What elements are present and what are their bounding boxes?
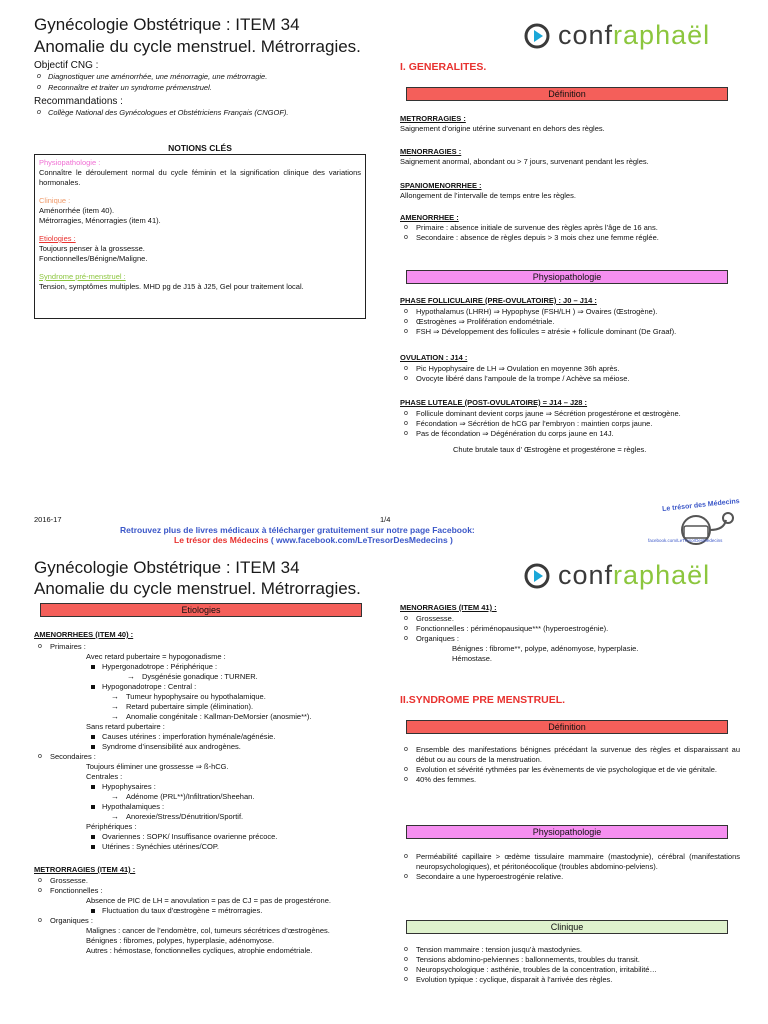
list-item: Hypergonadotrope : Périphérique : (86, 662, 374, 672)
list-item: o Pic Hypophysaire de LH ⇒ Ovulation en moyenne 36h après. (400, 364, 750, 374)
spm-definition-list (400, 745, 740, 785)
list-item: o Reconnaître et traiter un syndrome prémenstruel. (34, 83, 374, 94)
spaniomenorrhee-text: Allongement de l’intervalle de temps entre les règles. (400, 191, 576, 200)
list-item: o FSH ⇒ Développement des follicules = atrésie + follicule dominant (De Graaf). (400, 327, 750, 337)
phase-luteale-tail: Chute brutale taux d’ Œstrogène et progestérone = règles. (453, 445, 647, 454)
list-item: Hémostase. (452, 654, 493, 663)
clinique-label: Clinique : (39, 196, 71, 205)
list-item: o Collège National des Gynécologues et Obstétriciens Français (CNGOF). (34, 108, 374, 119)
definition-band: Définition (406, 87, 728, 101)
metrorragies-text: Saignement d’origine utérine survenant en dehors des règles. (400, 124, 605, 133)
list-item: o Œstrogènes ⇒ Prolifération endométriale. (400, 317, 750, 327)
list-item: Avec retard pubertaire = hypogonadisme : (86, 652, 226, 661)
menorragies-list (400, 614, 740, 664)
list-item: o Ensemble des manifestations bénignes précédant la survenue des règles et disparaissant au début ou au cours de la menstruation. (400, 745, 740, 765)
list-item: Hypothalamiques : (86, 802, 374, 812)
list-item: Hypophysaires : (86, 782, 374, 792)
footer-page-number: 1/4 (380, 515, 391, 524)
list-item: o Grossesse. (400, 614, 740, 624)
amenorrhees-heading: AMENORRHEES (ITEM 40) : (34, 630, 134, 639)
list-item: o Perméabilité capillaire > œdème tissulaire mammaire (mastodynie), cérébral (manifestations neuropsychologiques), et péritonéocolique (troubles abdomino-pelviens). (400, 852, 740, 872)
list-item: o Follicule dominant devient corps jaune ⇒ Sécrétion progestérone et œstrogène. (400, 409, 760, 419)
phase-folliculaire-heading: PHASE FOLLICULAIRE (PRE-OVULATOIRE) : J0 – J14 : (400, 296, 597, 305)
logo-text-conf: conf (558, 560, 614, 590)
amenorrhee-heading: AMENORRHEE : (400, 213, 459, 222)
list-item: o Secondaire a une hyperoestrogénie relative. (400, 872, 740, 882)
spm-title: II.SYNDROME PRE MENSTRUEL. (400, 694, 566, 706)
amenorrhees-list (34, 642, 374, 852)
list-item: o Ovocyte libéré dans l’ampoule de la trompe / Achève sa méiose. (400, 374, 750, 384)
clinique-line-2: Métrorragies, Ménorragies (item 41). (39, 216, 161, 225)
list-item: → Retard pubertaire simple (élimination). (110, 702, 374, 712)
physiopathologie-band: Physiopathologie (406, 270, 728, 284)
list-item: o Evolution typique : cyclique, disparait à l’arrivée des règles. (400, 975, 740, 985)
list-item: Bénignes : fibrome**, polype, adénomyose, hyperplasie. (452, 644, 639, 653)
list-item: → Adénome (PRL**)/Infiltration/Sheehan. (110, 792, 374, 802)
list-item: Causes utérines : imperforation hyménale/agénésie. (86, 732, 374, 742)
confraphael-logo (524, 20, 710, 51)
phase-folliculaire-list (400, 307, 750, 337)
spm-label: Syndrome pré-menstruel : (39, 272, 126, 281)
list-item: → Anomalie congénitale : Kallman-DeMorsier (anosmie**). (110, 712, 374, 722)
list-item: o Fécondation ⇒ Sécrétion de hCG par l’embryon : maintien corps jaune. (400, 419, 760, 429)
list-item: o Tension mammaire : tension jusqu’à mastodynies. (400, 945, 740, 955)
page-title-line-2: Anomalie du cycle menstruel. Métrorragies. (34, 579, 361, 598)
page-title-line-1: Gynécologie Obstétrique : ITEM 34 (34, 15, 300, 34)
footer-year: 2016-17 (34, 515, 62, 524)
spm-text: Tension, symptômes multiples. MHD pg de J15 à J25, Gel pour traitement local. (39, 282, 304, 291)
list-item: Utérines : Synéchies utérines/COP. (86, 842, 374, 852)
list-item: o 40% des femmes. (400, 775, 740, 785)
list-item: → Anorexie/Stress/Dénutrition/Sportif. (110, 812, 374, 822)
menorragies-item-heading: MENORRAGIES (ITEM 41) : (400, 603, 497, 612)
menorragies-heading: MENORRAGIES : (400, 147, 462, 156)
confraphael-logo (524, 560, 710, 591)
page-title-line-1: Gynécologie Obstétrique : ITEM 34 (34, 558, 300, 577)
generalites-title: I. GENERALITES. (400, 61, 487, 73)
list-item: o Secondaire : absence de règles depuis > 3 mois chez une femme réglée. (400, 233, 740, 243)
play-icon (524, 23, 550, 49)
list-item: → Dysgénésie gonadique : TURNER. (126, 672, 374, 682)
play-icon (524, 563, 550, 589)
list-item: Ovariennes : SOPK/ Insuffisance ovarienne précoce. (86, 832, 374, 842)
badge-title: Le trésor des Médecins (661, 497, 740, 514)
list-item: o Secondaires : (34, 752, 374, 762)
list-item: o Grossesse. (34, 876, 374, 886)
physio-text: Connaître le déroulement normal du cycle féminin et la signification clinique des variations hormonales. (39, 168, 361, 187)
list-item: Autres : hémostase, fonctionnelles cycliques, atrophie endométriale. (86, 946, 313, 955)
metrorragies-list (34, 876, 374, 956)
tresor-name: Le trésor des Médecins (174, 535, 269, 545)
logo-text-raphael: raphaël (613, 20, 711, 50)
physio-label: Physiopathologie : (39, 158, 101, 167)
spm-physiopathologie-list (400, 852, 740, 882)
etiologies-line-2: Fonctionnelles/Bénigne/Maligne. (39, 254, 148, 263)
spaniomenorrhee-heading: SPANIOMENORRHEE : (400, 181, 482, 190)
list-item: o Evolution et sévérité rythmées par les évènements de vie psychologique et de vie génitale. (400, 765, 740, 775)
notions-box (34, 154, 366, 319)
etiologies-band: Etiologies (40, 603, 362, 617)
list-item: o Diagnostiquer une aménorrhée, une ménorragie, une métrorragie. (34, 72, 374, 83)
list-item: o Fonctionnelles : périménopausique*** (hyperoestrogénie). (400, 624, 740, 634)
spm-clinique-band: Clinique (406, 920, 728, 934)
ovulation-heading: OVULATION : J14 : (400, 353, 468, 362)
list-item: → Tumeur hypophysaire ou hypothalamique. (110, 692, 374, 702)
spm-clinique-list (400, 945, 740, 985)
list-item: o Neuropsychologique : asthénie, troubles de la concentration, irritabilité… (400, 965, 740, 975)
etiologies-line-1: Toujours penser à la grossesse. (39, 244, 145, 253)
list-item: o Hypothalamus (LHRH) ⇒ Hypophyse (FSH/LH ) ⇒ Ovaires (Œstrogène). (400, 307, 750, 317)
logo-text-raphael: raphaël (613, 560, 711, 590)
list-item: Bénignes : fibromes, polypes, hyperplasie, adénomyose. (86, 936, 275, 945)
phase-luteale-heading: PHASE LUTEALE (POST-OVULATOIRE) = J14 – J28 : (400, 398, 588, 407)
list-item: Absence de PIC de LH = anovulation = pas de CJ = pas de progestérone. (86, 896, 331, 905)
list-item: o Fonctionnelles : (34, 886, 374, 896)
clinique-line-1: Aménorrhée (item 40). (39, 206, 115, 215)
etiologies-label: Etiologies : (39, 234, 76, 243)
list-item: Syndrome d’insensibilité aux androgènes. (86, 742, 374, 752)
list-item: o Tensions abdomino-pelviennes : ballonnements, troubles du transit. (400, 955, 740, 965)
list-item: o Primaire : absence initiale de survenue des règles après l’âge de 16 ans. (400, 223, 740, 233)
logo-text-conf: conf (558, 20, 614, 50)
facebook-url[interactable]: ( www.facebook.com/LeTresorDesMedecins ) (268, 535, 453, 545)
list-item: Sans retard pubertaire : (86, 722, 165, 731)
recommandations-list (34, 108, 374, 119)
objectif-list (34, 72, 374, 93)
metrorragies-heading: METRORRAGIES : (400, 114, 466, 123)
list-item: Malignes : cancer de l’endomètre, col, tumeurs sécrétrices d’œstrogènes. (86, 926, 330, 935)
list-item: o Organiques : (34, 916, 374, 926)
badge-url: facebook.com/LeTresorDesMedecins (648, 538, 723, 543)
phase-luteale-list (400, 409, 760, 439)
amenorrhee-list (400, 223, 740, 243)
objectif-label: Objectif CNG : (34, 60, 99, 71)
list-item: Centrales : (86, 772, 123, 781)
list-item: Périphériques : (86, 822, 137, 831)
page-title-line-2: Anomalie du cycle menstruel. Métrorragies. (34, 37, 361, 56)
list-item: Toujours éliminer une grossesse ⇒ ß-hCG. (86, 762, 229, 771)
facebook-promo-line-1: Retrouvez plus de livres médicaux à télécharger gratuitement sur notre page Facebook: (120, 525, 475, 535)
ovulation-list (400, 364, 750, 384)
page-2 (0, 512, 768, 1024)
list-item: o Pas de fécondation ⇒ Dégénération du corps jaune en 14J. (400, 429, 760, 439)
list-item: Hypogonadotrope : Central : (86, 682, 374, 692)
list-item: o Primaires : (34, 642, 374, 652)
recommandations-label: Recommandations : (34, 96, 123, 107)
menorragies-text: Saignement anormal, abondant ou > 7 jours, survenant pendant les règles. (400, 157, 649, 166)
list-item: Fluctuation du taux d’œstrogène = métrorragies. (86, 906, 374, 916)
spm-physiopathologie-band: Physiopathologie (406, 825, 728, 839)
metrorragies-item-heading: METRORRAGIES (ITEM 41) : (34, 865, 136, 874)
notions-title: NOTIONS CLÉS (168, 143, 232, 153)
spm-definition-band: Définition (406, 720, 728, 734)
list-item: o Organiques : (400, 634, 740, 644)
